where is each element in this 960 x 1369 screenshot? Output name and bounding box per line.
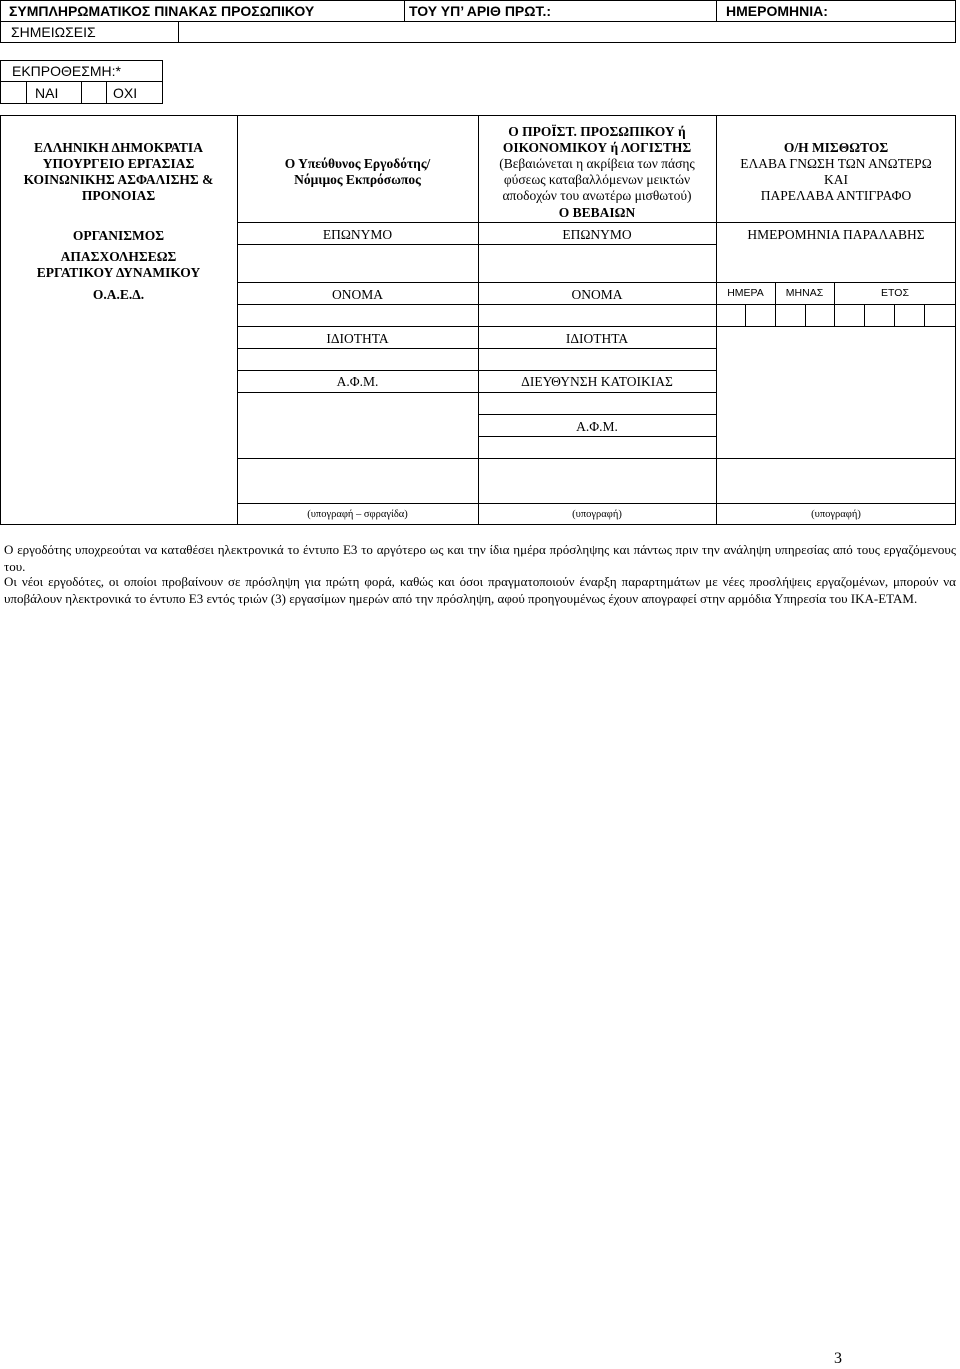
row-divider	[237, 326, 956, 327]
org-line: ΟΡΓΑΝΙΣΜΟΣ	[72, 228, 165, 243]
notes-field[interactable]	[179, 22, 955, 42]
certifier-address-field[interactable]	[479, 393, 715, 413]
year-label: ΕΤΟΣ	[881, 287, 909, 299]
certifier-note: αποδοχών του ανωτέρω μισθωτού)	[502, 188, 692, 203]
employee-signature-field[interactable]	[717, 459, 955, 502]
org-line: ΑΠΑΣΧΟΛΗΣΕΩΣ	[60, 249, 177, 264]
header-col-divider	[404, 0, 405, 21]
certifier-title: Ο ΒΕΒΑΙΩΝ	[558, 205, 636, 220]
employee-ack: ΠΑΡΕΛΑΒΑ ΑΝΤΙΓΡΑΦΟ	[760, 188, 912, 203]
certifier-surname-label: ΕΠΩΝΥΜΟ	[562, 227, 632, 242]
certifier-capacity-label: ΙΔΙΟΤΗΤΑ	[565, 331, 629, 346]
ministry-line: ΕΛΛΗΝΙΚΗ ΔΗΜΟΚΡΑΤΙΑ	[34, 140, 203, 155]
deadline-yes[interactable]: ΝΑΙ	[35, 85, 59, 101]
employer-afm-field[interactable]	[238, 393, 477, 457]
deadline-no[interactable]: ΟΧΙ	[113, 85, 138, 101]
deadline-col-divider	[26, 81, 27, 104]
employee-ack: ΚΑΙ	[824, 172, 848, 187]
certifier-name-label: ΟΝΟΜΑ	[571, 287, 623, 302]
notes-label: ΣΗΜΕΙΩΣΕΙΣ	[11, 24, 96, 40]
row-divider	[478, 414, 716, 415]
deadline-col-divider	[106, 81, 107, 104]
employer-title: Νόμιμος Εκπρόσωπος	[294, 172, 421, 187]
row-divider	[237, 282, 956, 283]
certifier-note: (Βεβαιώνεται η ακρίβεια των πάσης	[499, 156, 695, 171]
certifier-title: Ο ΠΡΟΪΣΤ. ΠΡΟΣΩΠΙΚΟΥ ή	[508, 124, 686, 139]
certifier-signature-field[interactable]	[479, 459, 715, 502]
footer-paragraph-2: Οι νέοι εργοδότες, οι οποίοι προβαίνουν σε πρόσληψη για πρώτη φορά, καθώς και όσοι πραγματοποιούν έναρξη παραρτημάτων με νέες προσλήψεις εργαζομένων, μπορούν να υποβάλουν ηλεκτρονικά το έντυπο Ε3 εντός τριών (3) εργασίμων ημερών από την πρόσληψη, αφού προηγουμένως έχουν απογραφεί στην αρμόδια Υπηρεσία του ΙΚΑ-ΕΤΑΜ.	[4, 574, 956, 606]
employer-surname-field[interactable]	[238, 245, 477, 281]
org-line: ΕΡΓΑΤΙΚΟΥ ΔΥΝΑΜΙΚΟΥ	[36, 265, 201, 280]
employer-name-field[interactable]	[238, 305, 477, 325]
row-divider	[237, 370, 716, 371]
certifier-afm-field[interactable]	[479, 437, 715, 457]
certifier-signature-label: (υπογραφή)	[572, 509, 622, 520]
employer-signature-label: (υπογραφή – σφραγίδα)	[307, 509, 408, 520]
certifier-note: φύσεως καταβαλλόμενων μεικτών	[503, 172, 691, 187]
month-label: ΜΗΝΑΣ	[785, 287, 824, 299]
receipt-date-label: ΗΜΕΡΟΜΗΝΙΑ ΠΑΡΑΛΑΒΗΣ	[747, 227, 925, 242]
row-divider	[237, 503, 956, 504]
ministry-line: ΥΠΟΥΡΓΕΙΟ ΕΡΓΑΣΙΑΣ	[42, 156, 195, 171]
employer-afm-label: Α.Φ.Μ.	[336, 374, 379, 389]
form-title: ΣΥΜΠΛΗΡΩΜΑΤΙΚΟΣ ΠΙΝΑΚΑΣ ΠΡΟΣΩΠΙΚΟΥ	[9, 3, 315, 19]
page-number: 3	[834, 1350, 842, 1367]
protocol-label: ΤΟΥ ΥΠ’ ΑΡΙΘ ΠΡΩΤ.:	[409, 3, 552, 19]
employer-surname-label: ΕΠΩΝΥΜΟ	[322, 227, 393, 242]
ministry-line: ΚΟΙΝΩΝΙΚΗΣ ΑΣΦΑΛΙΣΗΣ &	[23, 172, 214, 187]
certifier-title: ΟΙΚΟΝΟΜΙΚΟΥ ή ΛΟΓΙΣΤΗΣ	[502, 140, 692, 155]
certifier-name-field[interactable]	[479, 305, 715, 325]
employer-capacity-label: ΙΔΙΟΤΗΤΑ	[326, 331, 389, 346]
employer-name-label: ΟΝΟΜΑ	[331, 287, 383, 302]
date-label: ΗΜΕΡΟΜΗΝΙΑ:	[726, 3, 828, 19]
certifier-capacity-field[interactable]	[479, 349, 715, 369]
receipt-date-digits[interactable]	[717, 305, 955, 325]
org-abbreviation: Ο.Α.Ε.Δ.	[92, 287, 145, 302]
certifier-afm-label: Α.Φ.Μ.	[576, 419, 618, 434]
deadline-label: ΕΚΠΡΟΘΕΣΜΗ:*	[12, 63, 122, 79]
employer-capacity-field[interactable]	[238, 349, 477, 369]
employee-ack: ΕΛΑΒΑ ΓΝΩΣΗ ΤΩΝ ΑΝΩΤΕΡΩ	[740, 156, 932, 171]
deadline-col-divider	[81, 81, 82, 104]
employee-signature-label: (υπογραφή)	[811, 509, 861, 520]
certifier-surname-field[interactable]	[479, 245, 715, 281]
certifier-address-label: ΔΙΕΥΘΥΝΣΗ ΚΑΤΟΙΚΙΑΣ	[521, 374, 673, 389]
employee-title: Ο/Η ΜΙΣΘΩΤΟΣ	[783, 140, 889, 155]
employer-title: Ο Υπεύθυνος Εργοδότης/	[284, 156, 431, 171]
day-label: ΗΜΕΡΑ	[727, 287, 764, 299]
footer-paragraph-1: Ο εργοδότης υποχρεούται να καταθέσει ηλεκτρονικά το έντυπο Ε3 το αργότερο ως και την ίδια ημέρα πρόσληψης και πάντως πριν την ανάληψη υπηρεσίας από τους εργαζόμενους του.	[4, 542, 956, 574]
header-col-divider	[716, 0, 717, 21]
employer-signature-field[interactable]	[238, 459, 477, 502]
row-divider	[237, 222, 956, 223]
ministry-line: ΠΡΟΝΟΙΑΣ	[81, 188, 156, 203]
